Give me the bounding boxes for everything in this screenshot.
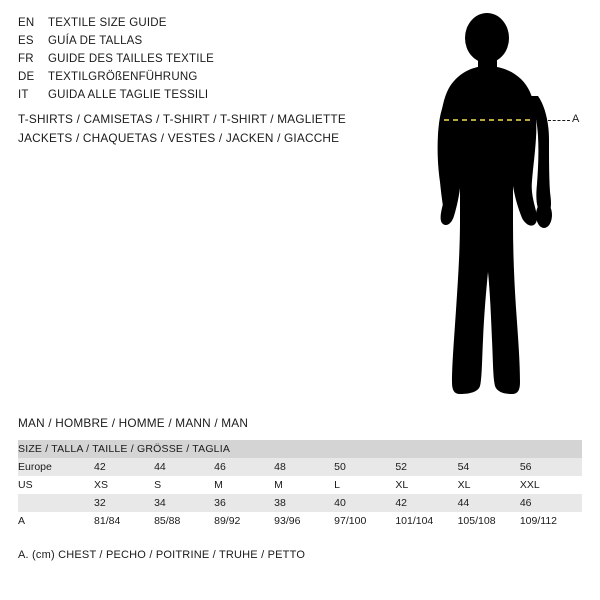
row-label: A	[18, 512, 94, 530]
list-item	[18, 50, 398, 68]
language-title: GUIDA ALLE TAGLIE TESSILI	[48, 89, 209, 101]
cell: 40	[334, 494, 395, 512]
cell: 105/108	[458, 512, 520, 530]
language-title: GUÍA DE TALLAS	[48, 35, 143, 47]
chest-leader-line	[548, 120, 570, 121]
cell: 34	[154, 494, 214, 512]
cell: 52	[395, 458, 457, 476]
cell: 44	[458, 494, 520, 512]
list-item	[18, 86, 398, 104]
cell: XS	[94, 476, 154, 494]
cell: 36	[214, 494, 274, 512]
size-table	[18, 440, 582, 530]
cell: 42	[94, 458, 154, 476]
row-label: Europe	[18, 458, 94, 476]
cell: L	[334, 476, 395, 494]
chest-marker-label: A	[572, 113, 580, 125]
table-row	[18, 494, 582, 512]
table-title: MAN / HOMBRE / HOMME / MANN / MAN	[18, 416, 249, 430]
list-item	[18, 32, 398, 50]
table-header-label: SIZE / TALLA / TAILLE / GRÖSSE / TAGLIA	[18, 440, 582, 458]
cell: 44	[154, 458, 214, 476]
language-code: FR	[18, 53, 34, 65]
cell: 42	[395, 494, 457, 512]
cell: M	[274, 476, 334, 494]
cell: 38	[274, 494, 334, 512]
category-jackets: JACKETS / CHAQUETAS / VESTES / JACKEN / GIACCHE	[18, 131, 340, 145]
row-label: US	[18, 476, 94, 494]
cell: 89/92	[214, 512, 274, 530]
cell: M	[214, 476, 274, 494]
cell: 101/104	[395, 512, 457, 530]
language-list	[18, 14, 398, 104]
cell: 97/100	[334, 512, 395, 530]
cell: 56	[520, 458, 582, 476]
cell: 46	[214, 458, 274, 476]
footnote: A. (cm) CHEST / PECHO / POITRINE / TRUHE / PETTO	[18, 549, 306, 561]
table-row	[18, 512, 582, 530]
language-title: TEXTILE SIZE GUIDE	[48, 17, 167, 29]
cell: 81/84	[94, 512, 154, 530]
cell: 109/112	[520, 512, 582, 530]
cell: XL	[395, 476, 457, 494]
cell: 32	[94, 494, 154, 512]
category-tshirts: T-SHIRTS / CAMISETAS / T-SHIRT / T-SHIRT / MAGLIETTE	[18, 112, 346, 126]
cell: S	[154, 476, 214, 494]
cell: 46	[520, 494, 582, 512]
list-item	[18, 68, 398, 86]
cell: 48	[274, 458, 334, 476]
category-list	[18, 110, 438, 148]
cell: XXL	[520, 476, 582, 494]
table-row	[18, 476, 582, 494]
cell: 93/96	[274, 512, 334, 530]
language-code: ES	[18, 35, 34, 47]
cell: 85/88	[154, 512, 214, 530]
cell: XL	[458, 476, 520, 494]
language-title: TEXTILGRÖßENFÜHRUNG	[48, 71, 198, 83]
language-title: GUIDE DES TAILLES TEXTILE	[48, 53, 215, 65]
table-header-row	[18, 440, 582, 458]
language-code: IT	[18, 89, 29, 101]
cell: 50	[334, 458, 395, 476]
language-code: EN	[18, 17, 35, 29]
list-item	[18, 14, 398, 32]
figure-illustration	[400, 10, 600, 410]
table-row	[18, 458, 582, 476]
row-label	[18, 494, 94, 512]
man-silhouette-icon	[400, 10, 600, 410]
language-code: DE	[18, 71, 35, 83]
cell: 54	[458, 458, 520, 476]
